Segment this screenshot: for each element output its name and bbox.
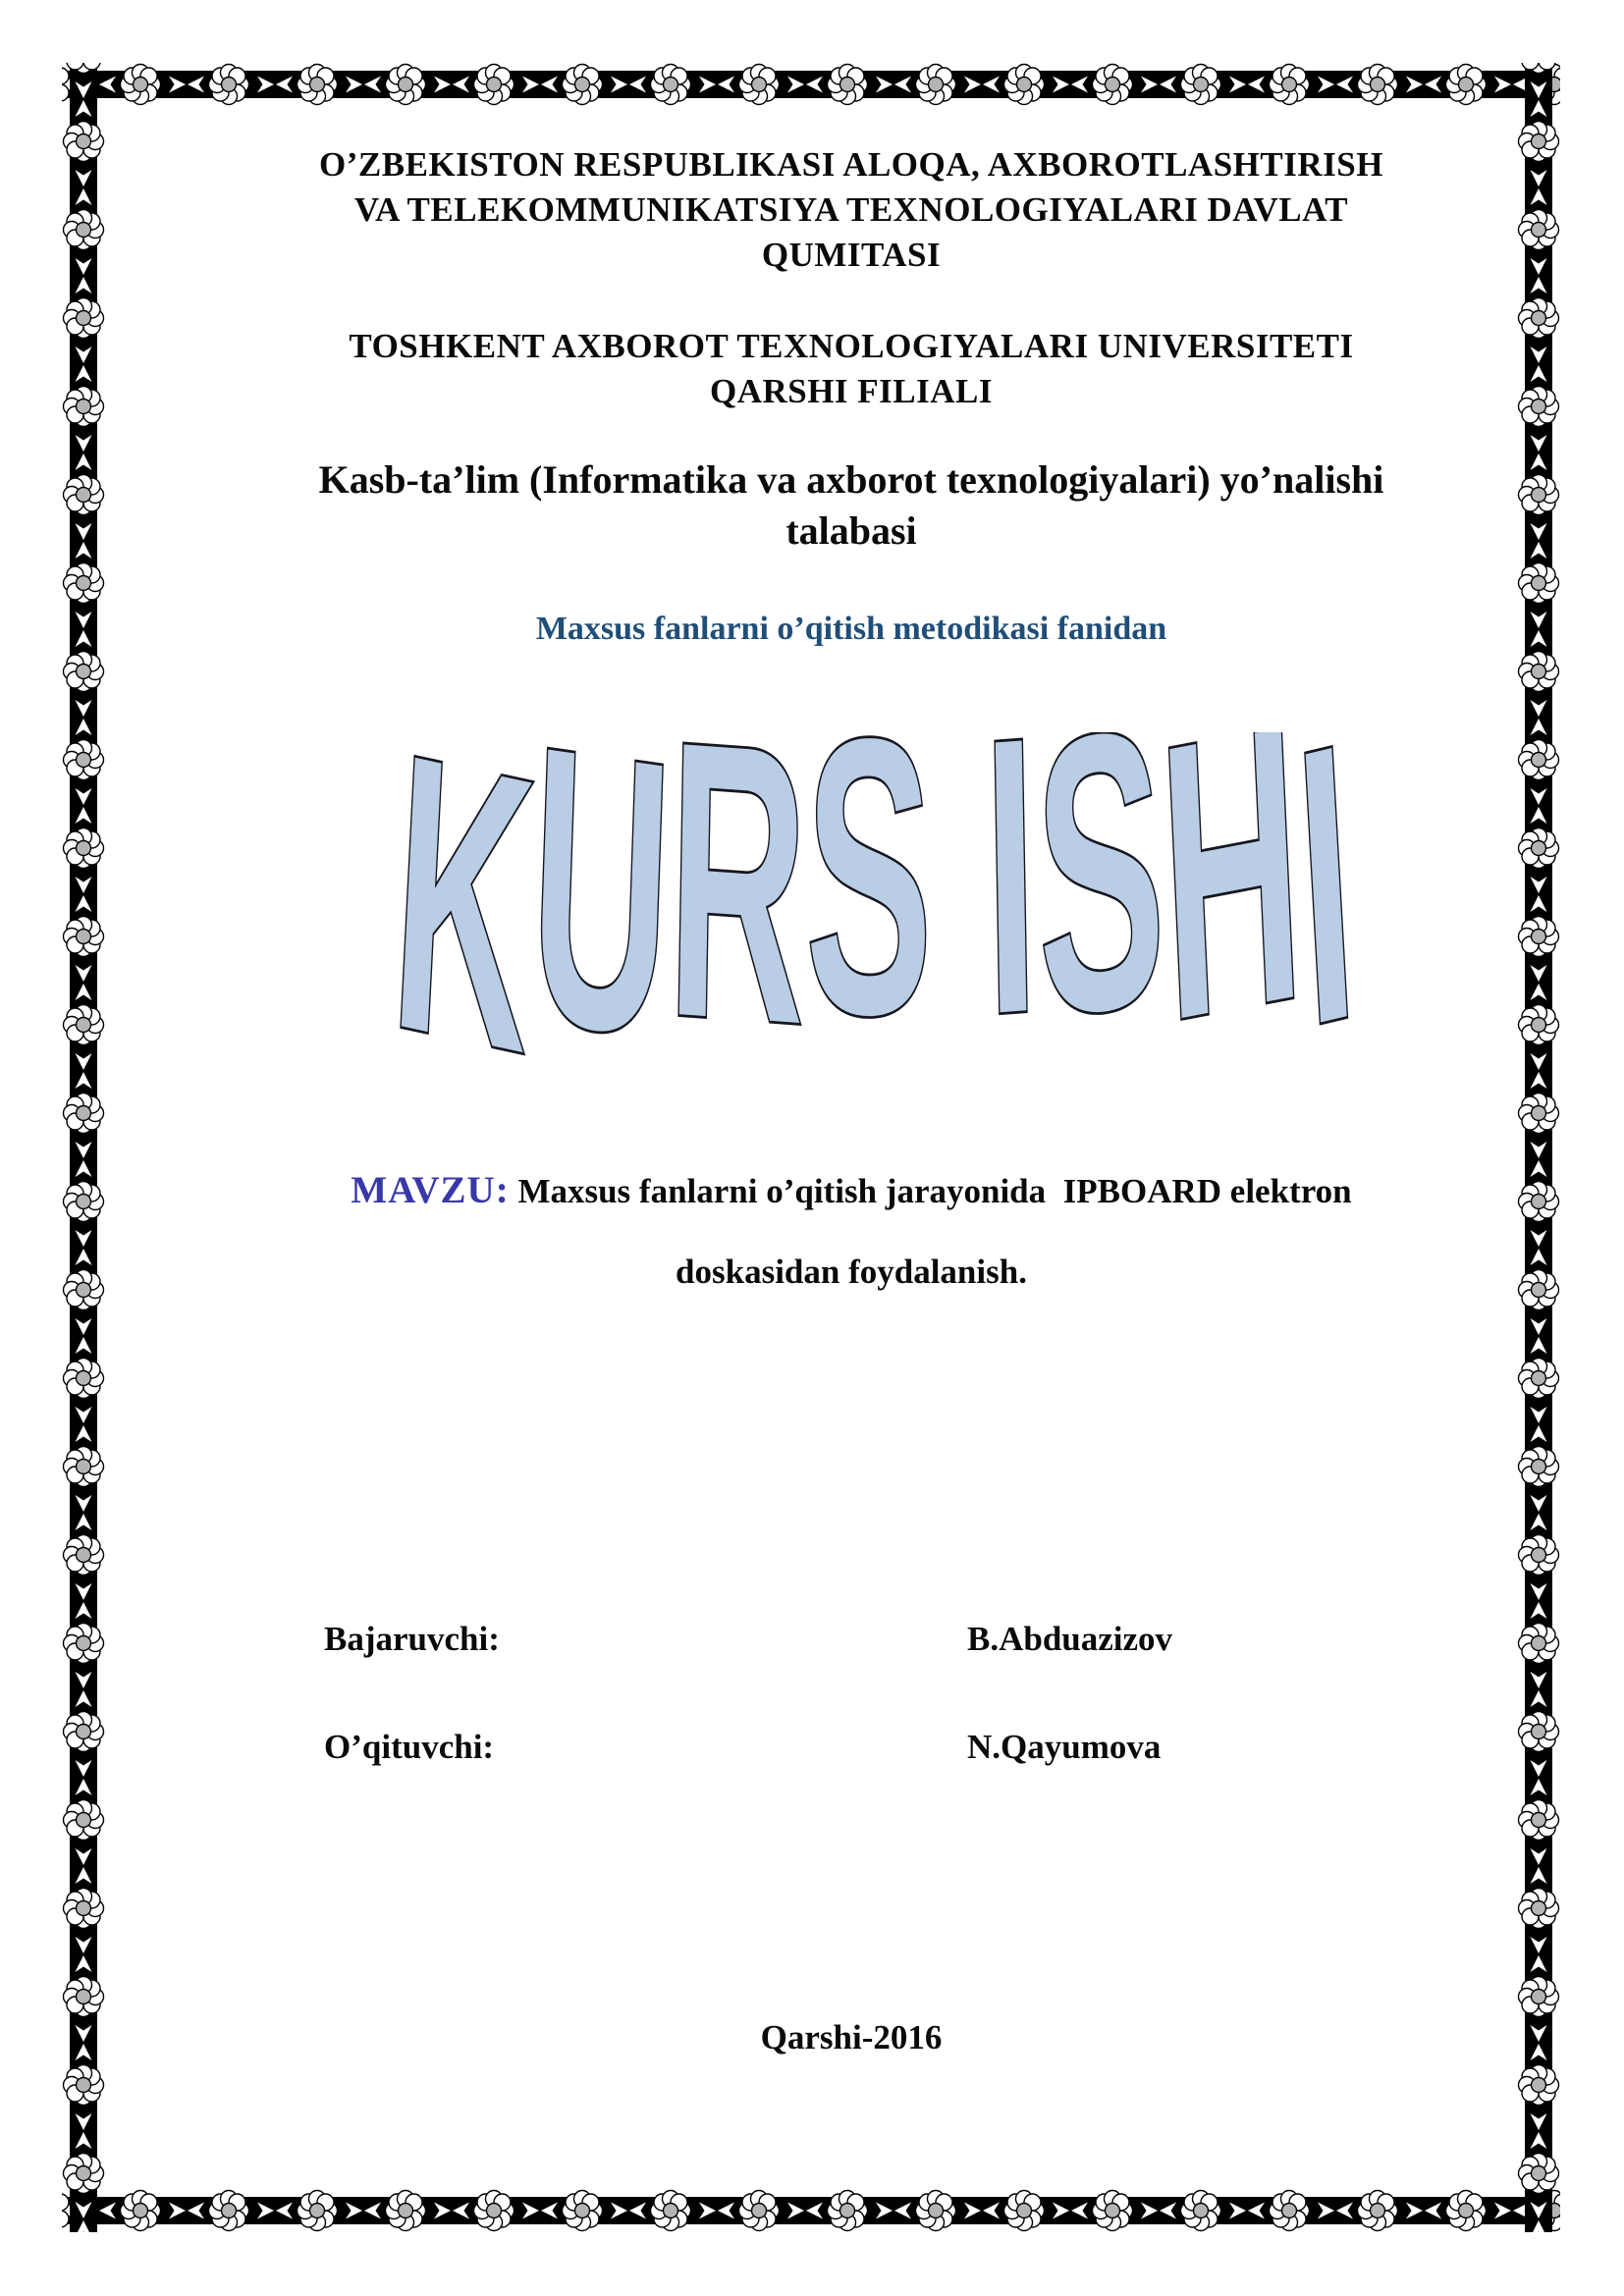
credit-name-teacher: N.Qayumova [967, 1728, 1162, 1766]
credit-row-teacher [0, 1728, 1624, 1777]
credit-role-executor: Bajaruvchi: [324, 1620, 500, 1658]
city-year-line: Qarshi-2016 [760, 2018, 943, 2056]
ornamental-border-top [62, 63, 1560, 106]
ornamental-border-bottom [62, 2189, 1560, 2232]
program-direction [187, 454, 1516, 557]
wordart-kurs-ishi-svg [388, 732, 1360, 1056]
university-line-2: QARSHI FILIALI [709, 372, 994, 410]
wordart-text: KURS ISHI [388, 732, 1360, 1056]
wordart-title [388, 732, 1360, 1056]
credit-row-executor [0, 1620, 1624, 1669]
topic-text-1: Maxsus fanlarni o’qitish jarayonida IPBOARD elektron [509, 1172, 1352, 1210]
topic-label: MAVZU: [351, 1169, 510, 1211]
course-subject-line: Maxsus fanlarni o’qitish metodikasi fanidan [535, 611, 1167, 647]
university-header [187, 324, 1516, 414]
ministry-line-3: QUMITASI [761, 236, 942, 274]
university-line-1: TOSHKENT AXBOROT TEXNOLOGIYALARI UNIVERSITETI [349, 327, 1354, 365]
program-line-1: Kasb-ta’lim (Informatika va axborot texnologiyalari) yo’nalishi [318, 457, 1384, 502]
topic-line-2: doskasidan foydalanish. [676, 1253, 1027, 1291]
program-line-2: talabasi [785, 508, 917, 553]
ministry-header [187, 142, 1516, 278]
ministry-line-2: VA TELEKOMMUNIKATSIYA TEXNOLOGIYALARI DAVLAT [353, 190, 1349, 229]
credit-name-executor: B.Abduazizov [967, 1620, 1173, 1658]
ministry-line-1: O’ZBEKISTON RESPUBLIKASI ALOQA, AXBOROTLASHTIRISH [319, 145, 1383, 184]
ornamental-border-left [62, 63, 105, 2232]
topic-line-1 [187, 1168, 1516, 1212]
ornamental-border-right [1517, 63, 1560, 2232]
credit-role-teacher: O’qituvchi: [324, 1728, 495, 1766]
